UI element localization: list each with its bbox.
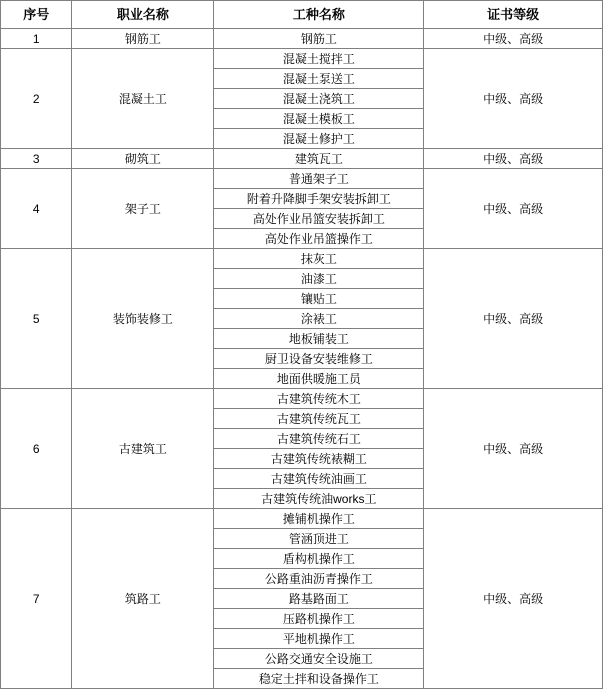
cell-job: 公路重油沥青操作工: [214, 569, 424, 589]
cell-job: 油漆工: [214, 269, 424, 289]
table-row: [1, 169, 603, 189]
cell-occupation: 钢筋工: [72, 29, 214, 49]
cell-job: 混凝土浇筑工: [214, 89, 424, 109]
table-body: [1, 29, 603, 689]
table-row: [1, 509, 603, 529]
cell-job: 古建筑传统油画工: [214, 469, 424, 489]
cell-job: 摊铺机操作工: [214, 509, 424, 529]
cell-job: 公路交通安全设施工: [214, 649, 424, 669]
cell-job: 高处作业吊篮安装拆卸工: [214, 209, 424, 229]
cell-level: 中级、高级: [424, 149, 603, 169]
table-row: [1, 149, 603, 169]
cell-seq: 1: [1, 29, 72, 49]
cell-job: 厨卫设备安装维修工: [214, 349, 424, 369]
cell-occupation: 筑路工: [72, 509, 214, 689]
cell-level: 中级、高级: [424, 249, 603, 389]
cell-job: 古建筑传统瓦工: [214, 409, 424, 429]
cell-occupation: 架子工: [72, 169, 214, 249]
cell-occupation: 古建筑工: [72, 389, 214, 509]
cell-job: 附着升降脚手架安装拆卸工: [214, 189, 424, 209]
cell-seq: 6: [1, 389, 72, 509]
cell-seq: 5: [1, 249, 72, 389]
cell-job: 混凝土泵送工: [214, 69, 424, 89]
cell-job: 盾构机操作工: [214, 549, 424, 569]
header-row: [1, 1, 603, 29]
cell-job: 地板铺装工: [214, 329, 424, 349]
cell-job: 钢筋工: [214, 29, 424, 49]
cell-job: 稳定土拌和设备操作工: [214, 669, 424, 689]
header-cell-job: 工种名称: [214, 1, 424, 29]
cell-job: 高处作业吊篮操作工: [214, 229, 424, 249]
cell-occupation: 混凝土工: [72, 49, 214, 149]
cell-job: 混凝土修护工: [214, 129, 424, 149]
cell-job: 古建筑传统油works工: [214, 489, 424, 509]
cell-job: 涂裱工: [214, 309, 424, 329]
cell-job: 混凝土模板工: [214, 109, 424, 129]
cell-job: 古建筑传统木工: [214, 389, 424, 409]
header-cell-level: 证书等级: [424, 1, 603, 29]
cell-occupation: 砌筑工: [72, 149, 214, 169]
cell-level: 中级、高级: [424, 389, 603, 509]
cell-level: 中级、高级: [424, 169, 603, 249]
cell-job: 地面供暖施工员: [214, 369, 424, 389]
cell-job: 普通架子工: [214, 169, 424, 189]
cell-job: 路基路面工: [214, 589, 424, 609]
cell-job: 平地机操作工: [214, 629, 424, 649]
cell-job: 管涵顶进工: [214, 529, 424, 549]
cell-level: 中级、高级: [424, 509, 603, 689]
table-row: [1, 49, 603, 69]
cell-seq: 2: [1, 49, 72, 149]
cell-job: 抹灰工: [214, 249, 424, 269]
cell-job: 古建筑传统裱糊工: [214, 449, 424, 469]
header-cell-seq: 序号: [1, 1, 72, 29]
cell-level: 中级、高级: [424, 49, 603, 149]
cell-job: 压路机操作工: [214, 609, 424, 629]
cell-seq: 4: [1, 169, 72, 249]
cell-seq: 3: [1, 149, 72, 169]
cell-job: 古建筑传统石工: [214, 429, 424, 449]
cell-level: 中级、高级: [424, 29, 603, 49]
table-row: [1, 389, 603, 409]
table-row: [1, 249, 603, 269]
cell-seq: 7: [1, 509, 72, 689]
cell-occupation: 装饰装修工: [72, 249, 214, 389]
table-header: [1, 1, 603, 29]
table-row: [1, 29, 603, 49]
cell-job: 建筑瓦工: [214, 149, 424, 169]
header-cell-occupation: 职业名称: [72, 1, 214, 29]
cell-job: 混凝土搅拌工: [214, 49, 424, 69]
cell-job: 镶贴工: [214, 289, 424, 309]
